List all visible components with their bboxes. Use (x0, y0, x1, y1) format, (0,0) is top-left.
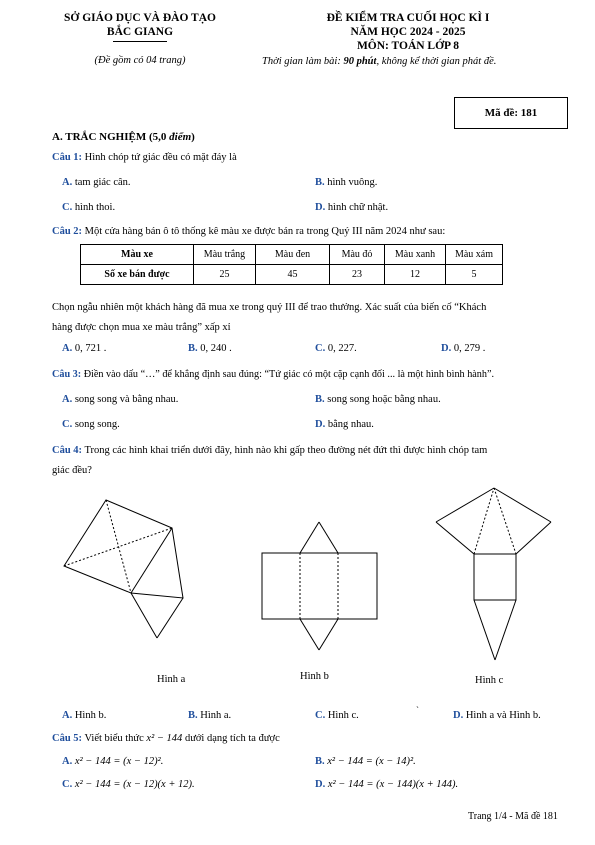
figure-b-label: Hình b (300, 671, 329, 682)
q5-option-b[interactable]: B. x² − 144 = (x − 14)². (315, 756, 416, 767)
q3-option-b[interactable]: B. song song hoặc bằng nhau. (315, 394, 441, 405)
car-color-table (80, 244, 503, 285)
table-header-cell: Màu trắng (194, 245, 256, 265)
figure-a-net (64, 500, 183, 638)
table-header-cell: Màu xe (81, 245, 194, 265)
q5-option-d[interactable]: D. x² − 144 = (x − 144)(x + 144). (315, 779, 459, 790)
q3-option-d[interactable]: D. bằng nhau. (315, 419, 374, 430)
figure-a-label: Hình a (157, 674, 186, 685)
exam-code-box: Mã đề: 181 (454, 97, 568, 129)
exam-title: ĐỀ KIỂM TRA CUỐI HỌC KÌ I (326, 12, 490, 24)
question-5: Câu 5: Viết biểu thức x² − 144 dưới dạng tích ta được (52, 733, 280, 744)
stray-mark: ` (416, 705, 419, 715)
q4-option-a[interactable]: A. Hình b. (62, 710, 107, 721)
table-cell: 12 (385, 265, 446, 285)
q4-option-d[interactable]: D. Hình a và Hình b. (453, 710, 541, 721)
q2-option-b[interactable]: B. 0, 240 . (188, 343, 232, 354)
province-name: BẮC GIANG (106, 26, 174, 38)
page-footer: Trang 1/4 - Mã đề 181 (468, 811, 558, 822)
table-row-label: Số xe bán được (81, 265, 194, 285)
q4-option-b[interactable]: B. Hình a. (188, 710, 232, 721)
table-cell: 5 (446, 265, 503, 285)
header-underline (113, 41, 167, 42)
table-cell: 45 (256, 265, 330, 285)
q5-option-a[interactable]: A. x² − 144 = (x − 12)². (62, 756, 164, 767)
q2-option-c[interactable]: C. 0, 227. (315, 343, 357, 354)
q2-option-d[interactable]: D. 0, 279 . (441, 343, 486, 354)
q5-option-c[interactable]: C. x² − 144 = (x − 12)(x + 12). (62, 779, 195, 790)
q1-option-c[interactable]: C. hình thoi. (62, 202, 116, 213)
time-limit: Thời gian làm bài: 90 phút, không kể thời gian phát đề. (262, 56, 497, 67)
q3-option-a[interactable]: A. song song và bằng nhau. (62, 394, 179, 405)
table-header-row (81, 245, 503, 265)
table-header-cell: Màu xám (446, 245, 503, 265)
q3-option-c[interactable]: C. song song. (62, 419, 120, 430)
school-department: SỞ GIÁO DỤC VÀ ĐÀO TẠO (64, 12, 216, 24)
q2-followup: Chọn ngẫu nhiên một khách hàng đã mua xe trong quý III để trao thưởng. Xác suất của biến cố “Khách hàng được chọn mua xe màu trắng” xấp xỉ (52, 302, 487, 333)
question-4: Câu 4: Trong các hình khai triển dưới đây, hình nào khi gấp theo đường nét đứt thì được hình chóp tam giác đều? (52, 445, 488, 476)
figure-c-net (436, 488, 551, 660)
question-1: Câu 1: Hình chóp tứ giác đều có mặt đáy là (52, 152, 237, 163)
subject: MÔN: TOÁN LỚP 8 (356, 40, 460, 52)
question-2: Câu 2: Một cửa hàng bán ô tô thống kê màu xe được bán ra trong Quý III năm 2024 như sau: (52, 226, 446, 237)
question-3: Câu 3: Điền vào dấu “…” để khẳng định sau đúng: “Tứ giác có một cặp cạnh đối ... là một hình bình hành”. (52, 369, 495, 380)
table-row (81, 265, 503, 285)
page-count-note: (Đề gồm có 04 trang) (94, 55, 186, 66)
net-figures (0, 480, 595, 680)
q2-option-a[interactable]: A. 0, 721 . (62, 343, 107, 354)
q1-option-b[interactable]: B. hình vuông. (315, 177, 378, 188)
table-cell: 23 (330, 265, 385, 285)
table-header-cell: Màu đỏ (330, 245, 385, 265)
figure-b-net (262, 522, 377, 650)
table-header-cell: Màu đen (256, 245, 330, 265)
table-header-cell: Màu xanh (385, 245, 446, 265)
q4-option-c[interactable]: C. Hình c. (315, 710, 359, 721)
section-a-title: A. TRẮC NGHIỆM (5,0 điểm) (52, 131, 195, 143)
q1-option-a[interactable]: A. tam giác cân. (62, 177, 131, 188)
school-year: NĂM HỌC 2024 - 2025 (350, 26, 466, 38)
figure-c-label: Hình c (475, 675, 504, 686)
q1-option-d[interactable]: D. hình chữ nhật. (315, 202, 389, 213)
table-cell: 25 (194, 265, 256, 285)
